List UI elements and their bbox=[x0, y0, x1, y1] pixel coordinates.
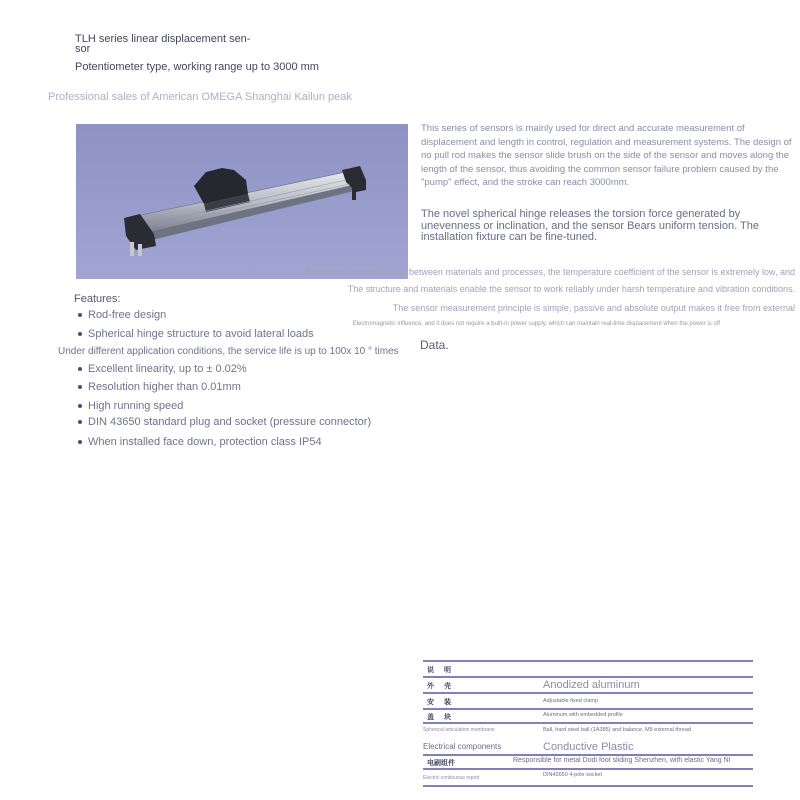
table-rule bbox=[423, 676, 753, 678]
page-subtitle: Potentiometer type, working range up to 3000 mm bbox=[75, 61, 319, 73]
description-line-structure: The structure and materials enable the sensor to work reliably under harsh temperature and vibration conditions. bbox=[347, 284, 795, 294]
bullet-icon bbox=[78, 332, 82, 336]
bullet-icon bbox=[78, 440, 82, 444]
sensor-product-photo bbox=[76, 124, 408, 279]
table-rule bbox=[423, 754, 753, 756]
feature-item: DIN 43650 standard plug and socket (pressure connector) bbox=[78, 416, 371, 428]
promo-text: Professional sales of American OMEGA Shanghai Kailun peak bbox=[48, 91, 352, 103]
spec-label: Electrical components bbox=[423, 742, 502, 751]
table-rule bbox=[423, 768, 753, 770]
table-rule bbox=[423, 692, 753, 694]
feature-item: Rod-free design bbox=[78, 309, 166, 321]
features-title: Features: bbox=[74, 293, 121, 305]
spec-value: Ball, hard steel ball (1A385) and balance, M5 external thread bbox=[543, 727, 691, 733]
spec-value: Adjustable fixed clamp bbox=[543, 698, 599, 704]
spec-value: DIN43650 4-pole socket bbox=[543, 772, 603, 778]
spec-label: 电刷组件 bbox=[427, 760, 455, 767]
bullet-icon bbox=[78, 385, 82, 389]
description-line-temperature: Based on the relationship between materials and processes, the temperature coefficient of the sensor is extremely low, and bbox=[304, 267, 795, 277]
data-label: Data. bbox=[420, 338, 449, 352]
spec-value: Conductive Plastic bbox=[543, 741, 634, 753]
feature-item: Spherical hinge structure to avoid lateral loads bbox=[78, 328, 314, 340]
spec-value: Aluminum with embedded profile bbox=[543, 712, 623, 718]
table-rule bbox=[423, 785, 753, 787]
bullet-icon bbox=[78, 367, 82, 371]
description-paragraph-2: The novel spherical hinge releases the torsion force generated by unevenness or inclination, and the sensor Bears uniform tension. The installation fixture can be fine-tuned. bbox=[421, 208, 759, 243]
spec-table bbox=[423, 660, 753, 788]
table-rule bbox=[423, 722, 753, 724]
spec-value: Anodized aluminum bbox=[543, 679, 640, 691]
spec-label: 盖 块 bbox=[427, 714, 455, 721]
spec-label: 安 装 bbox=[427, 699, 455, 706]
spec-value: Responsible for metal Dodi foot sliding Shenzhen, with elastic Yang NI bbox=[513, 757, 731, 764]
page-title: TLH series linear displacement sen- sor bbox=[75, 33, 251, 55]
bullet-icon bbox=[78, 313, 82, 317]
spec-label: Spherical articulation membrane bbox=[423, 727, 495, 733]
bullet-icon bbox=[78, 420, 82, 424]
feature-item: Under different application conditions, the service life is up to 100x 10 ° times bbox=[58, 346, 399, 357]
feature-item: Resolution higher than 0.01mm bbox=[78, 381, 241, 393]
description-line-principle: The sensor measurement principle is simple, passive and absolute output makes it free from external bbox=[392, 303, 795, 313]
spec-header: 说 明 bbox=[427, 667, 455, 674]
feature-item: High running speed bbox=[78, 400, 183, 412]
description-paragraph-1: This series of sensors is mainly used for direct and accurate measurement of displacement and length in control, regulation and measurement systems. The design of no pull rod makes the sensor slide brush on the side of the sensor and moves along the length of the sensor, thus avoiding the common sensor failure problem caused by the "pump" effect, and the stroke can reach 3000mm. bbox=[421, 123, 792, 189]
feature-item: When installed face down, protection class IP54 bbox=[78, 436, 322, 448]
spec-label: Electric continuous report bbox=[423, 775, 480, 781]
spec-label: 外 壳 bbox=[427, 683, 455, 690]
feature-item: Excellent linearity, up to ± 0.02% bbox=[78, 363, 247, 375]
description-line-electromagnetic: Electromagnetic influence, and it does not require a built-in power supply, which can maintain real-time displacement when the power is off bbox=[352, 321, 720, 327]
table-rule bbox=[423, 708, 753, 710]
table-rule bbox=[423, 660, 753, 662]
bullet-icon bbox=[78, 404, 82, 408]
